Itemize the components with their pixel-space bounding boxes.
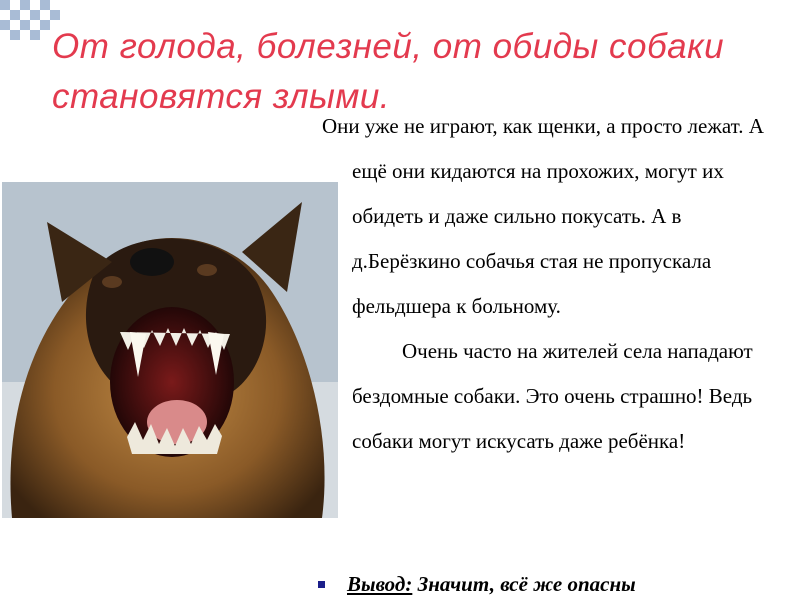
paragraph-1: Они уже не играют, как щенки, а просто лежат. А ещё они кидаются на прохожих, могут их обидеть и даже сильно покусать. А в д.Берёзкино собачья стая не пропускала фельдшера к больному. xyxy=(322,114,764,318)
slide-title: От голода, болезней, от обиды собаки становятся злыми. xyxy=(52,27,725,116)
conclusion xyxy=(318,564,788,604)
angry-dog-photo xyxy=(2,182,338,518)
conclusion-text: Значит, всё же опасны xyxy=(412,572,636,596)
square-bullet-icon xyxy=(318,581,325,588)
body-text xyxy=(322,104,792,464)
paragraph-2: Очень часто на жителей села нападают бездомные собаки. Это очень страшно! Ведь собаки могут искусать даже ребёнка! xyxy=(352,339,753,453)
conclusion-label: Вывод: xyxy=(347,572,413,596)
